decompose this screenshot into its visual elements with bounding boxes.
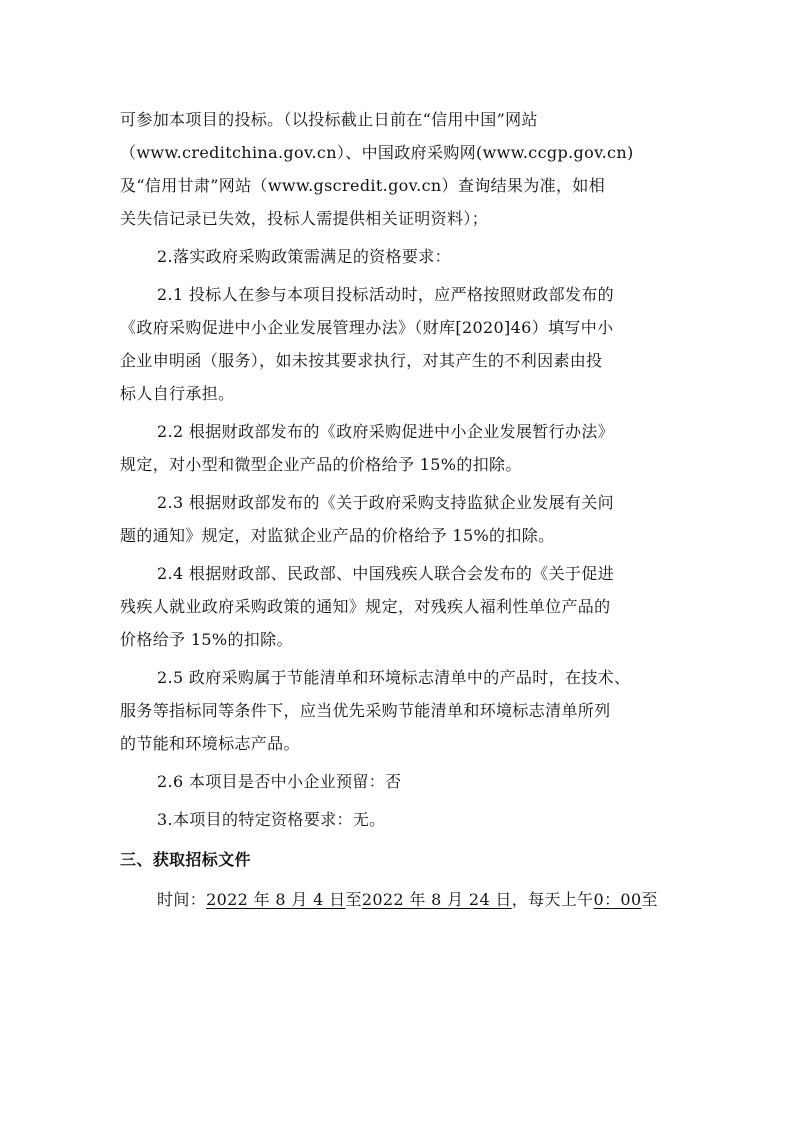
to-text: 至 [641,890,658,909]
paragraph-line: 2.2 根据财政部发布的《政府采购促进中小企业发展暂行办法》 [157,422,615,441]
paragraph-line: 残疾人就业政府采购政策的通知》规定，对残疾人福利性单位产品的 [120,597,611,616]
paragraph-line: 服务等指标同等条件下，应当优先采购节能清单和环境标志清单所列 [120,701,611,720]
start-time: 0：00 [593,890,642,909]
paragraph-line: 企业申明函（服务），如未按其要求执行，对其产生的不利因素由投 [120,351,603,370]
paragraph-line: 2.6 本项目是否中小企业预留：否 [157,772,402,791]
time-line [120,883,676,916]
time-label: 时间： [157,890,207,909]
start-date: 2022 年 8 月 4 日 [206,890,346,909]
paragraph-line: 题的通知》规定，对监狱企业产品的价格给予 15%的扣除。 [120,526,555,545]
paragraph-line: 的节能和环境标志产品。 [120,734,300,753]
to-text: 至 [345,890,362,909]
paragraph-line: 2.4 根据财政部、民政部、中国残疾人联合会发布的《关于促进 [157,564,615,583]
paragraph-line: 标人自行承担。 [120,384,235,403]
paragraph-line: 关失信记录已失效，投标人需提供相关证明资料）； [120,209,489,228]
section-heading: 三、获取招标文件 [120,850,251,869]
paragraph-line: 2.5 政府采购属于节能清单和环境标志清单中的产品时，在技术、 [157,668,631,687]
daily-text: ，每天上午 [511,890,594,909]
paragraph-line: 及“信用甘肃”网站（www.gscredit.gov.cn）查询结果为准，如相 [120,176,606,195]
paragraph-line: 2.3 根据财政部发布的《关于政府采购支持监狱企业发展有关问 [157,493,615,512]
paragraph-line: 规定，对小型和微型企业产品的价格给予 15%的扣除。 [120,455,522,474]
paragraph-line: 可参加本项目的投标。（以投标截止日前在“信用中国”网站 [120,110,538,129]
document-page [120,103,676,916]
paragraph-line: 2.1 投标人在参与本项目投标活动时，应严格按照财政部发布的 [157,285,615,304]
paragraph-line: 2.落实政府采购政策需满足的资格要求： [157,247,451,266]
paragraph-line: （www.creditchina.gov.cn）、中国政府采购网(www.ccgp.gov.cn) [120,143,634,162]
paragraph-line: 价格给予 15%的扣除。 [120,630,293,649]
paragraph-line: 3.本项目的特定资格要求：无。 [157,810,386,829]
end-date: 2022 年 8 月 24 日 [361,890,512,909]
paragraph-line: 《政府采购促进中小企业发展管理办法》（财库[2020]46）填写中小 [120,318,614,337]
